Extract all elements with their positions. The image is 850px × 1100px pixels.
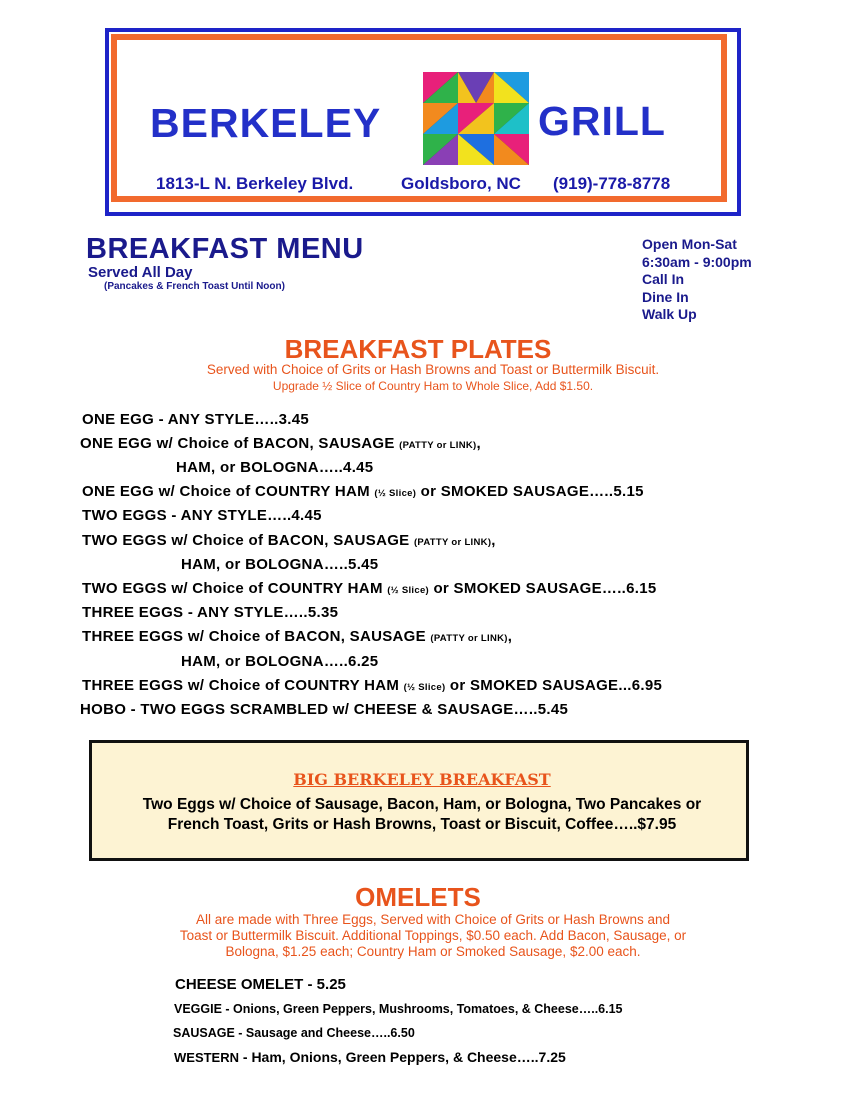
- hours-line: Open Mon-Sat: [642, 236, 737, 252]
- big-breakfast-line: Two Eggs w/ Choice of Sausage, Bacon, Ham, or Bologna, Two Pancakes or: [142, 796, 702, 813]
- plates-subtitle: Served with Choice of Grits or Hash Browns and Toast or Buttermilk Biscuit.: [206, 362, 660, 377]
- omelet-item: WESTERN - Ham, Onions, Green Peppers, & Cheese…..7.25: [174, 1049, 566, 1065]
- menu-item: THREE EGGS w/ Choice of BACON, SAUSAGE (PATTY or LINK),: [82, 628, 513, 645]
- menu-item: ONE EGG w/ Choice of COUNTRY HAM (½ Slice) or SMOKED SAUSAGE…..5.15: [82, 483, 644, 500]
- section-title-omelets: OMELETS: [355, 882, 481, 912]
- menu-item: TWO EGGS w/ Choice of COUNTRY HAM (½ Slice) or SMOKED SAUSAGE…..6.15: [82, 580, 657, 597]
- omelets-subtitle: Toast or Buttermilk Biscuit. Additional Toppings, $0.50 each. Add Bacon, Sausage, or: [179, 928, 687, 943]
- menu-item: ONE EGG - ANY STYLE…..3.45: [82, 411, 310, 428]
- hours-line: Dine In: [642, 289, 689, 305]
- logo-mark-icon: [423, 72, 529, 165]
- phone-number: (919)-778-8778: [553, 174, 671, 193]
- menu-item: THREE EGGS - ANY STYLE…..5.35: [82, 604, 339, 621]
- menu-item: HOBO - TWO EGGS SCRAMBLED w/ CHEESE & SAUSAGE…..5.45: [80, 701, 569, 718]
- menu-item: TWO EGGS w/ Choice of BACON, SAUSAGE (PATTY or LINK),: [82, 532, 496, 549]
- menu-item: TWO EGGS - ANY STYLE…..4.45: [82, 507, 322, 524]
- menu-item: HAM, or BOLOGNA…..4.45: [176, 459, 374, 476]
- menu-item: HAM, or BOLOGNA…..6.25: [181, 653, 379, 670]
- hours-line: Call In: [642, 271, 685, 287]
- pancake-note: (Pancakes & French Toast Until Noon): [104, 281, 285, 292]
- big-breakfast-line: French Toast, Grits or Hash Browns, Toast or Biscuit, Coffee…..$7.95: [167, 816, 677, 833]
- hours-line: Walk Up: [642, 306, 697, 322]
- omelets-subtitle: Bologna, $1.25 each; Country Ham or Smoked Sausage, $2.00 each.: [225, 944, 641, 959]
- omelet-item: SAUSAGE - Sausage and Cheese…..6.50: [173, 1026, 415, 1040]
- address-city: Goldsboro, NC: [401, 174, 521, 193]
- menu-item: HAM, or BOLOGNA…..5.45: [181, 556, 379, 573]
- omelet-item: CHEESE OMELET - 5.25: [175, 976, 346, 993]
- menu-item: ONE EGG w/ Choice of BACON, SAUSAGE (PATTY or LINK),: [80, 435, 481, 452]
- served-all-day: Served All Day: [88, 264, 193, 281]
- logo-name-right: GRILL: [538, 98, 666, 144]
- plates-upgrade-note: Upgrade ½ Slice of Country Ham to Whole Slice, Add $1.50.: [272, 379, 594, 393]
- section-title-plates: BREAKFAST PLATES: [284, 334, 552, 364]
- hours-line: 6:30am - 9:00pm: [642, 254, 752, 270]
- logo-name-left: BERKELEY: [150, 100, 382, 146]
- address-street: 1813-L N. Berkeley Blvd.: [156, 174, 354, 193]
- menu-item: THREE EGGS w/ Choice of COUNTRY HAM (½ Slice) or SMOKED SAUSAGE...6.95: [82, 677, 663, 694]
- menu-title: BREAKFAST MENU: [86, 233, 364, 265]
- big-breakfast-title: BIG BERKELEY BREAKFAST: [293, 770, 551, 789]
- omelet-item: VEGGIE - Onions, Green Peppers, Mushrooms, Tomatoes, & Cheese…..6.15: [174, 1002, 623, 1016]
- omelets-subtitle: All are made with Three Eggs, Served with Choice of Grits or Hash Browns and: [196, 912, 670, 927]
